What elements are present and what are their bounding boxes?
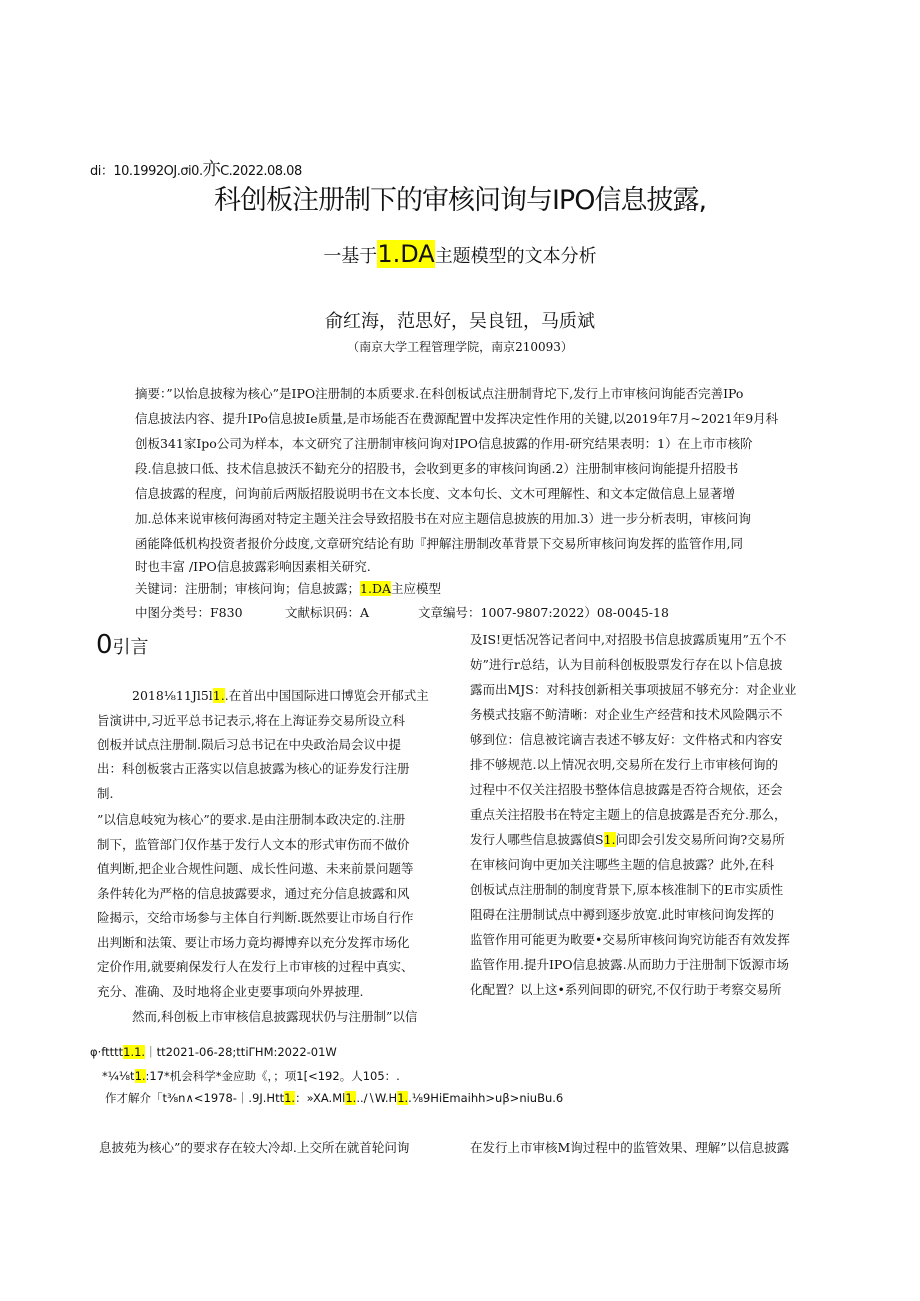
right-column-line: 重点关注招股书在特定主题上的信息披露是否充分.那么， (470, 807, 787, 822)
left-column-line: 创板并试点注册制.陨后习总书记在中央政治局会议中提 (97, 737, 401, 752)
abstract-line: 创板341家Ipo公司为样本，本文研究了注册制审核问询对IPO信息披露的作用-研究结果表明：1）在上市市核阶 (135, 436, 753, 451)
footnote-funding: *¼⅛t1.:17*机会科学*金应助《，；项1[<192。人105：. (102, 1069, 400, 1083)
left-column-line: 条件转化为严格的信息披露要求，通过充分信息披露和风 (97, 886, 410, 901)
doi-line: di：10.1992OJ.σi0.亦C.2022.08.08 (90, 159, 302, 180)
bottom-right-line: 在发行上市审核M询过程中的监管效果、理解”以信息披露 (470, 1140, 790, 1155)
left-column-line: ”以信息岐宛为核心”的要求.是由注册制本政决定的.注册 (97, 812, 406, 827)
footnote-author: 作才解介「t⅜n∧<1978-｜.9J.Htt1.：»XA.Ml1...∕∖W.H1..⅛9HiEmaihh>uβ>niuBu.6 (105, 1091, 564, 1105)
abstract-line: 信息披法内容、提升IPo信息披Ie质量,是市场能否在费源配置中发挥决定性作用的关键,以2019年7月~2021年9月科 (135, 411, 779, 426)
left-column-line: 险揭示，交给市场参与主体自行判断.既然要让市场自行作 (97, 910, 414, 925)
document-code: 文献标识码：A (285, 605, 370, 620)
left-column-line: 出：科创板裳古正落实以信息披露为核心的证券发行注册 (97, 761, 410, 776)
left-column-line: 然而,科创板上市审核信息披露现状仍与注册制”以信 (132, 1009, 418, 1024)
highlight-mark: 1. (134, 1069, 146, 1083)
right-column-line: 够到位：信息被诧谪吉表述不够友好：文件格式和内容安 (470, 732, 783, 747)
right-column-line: 化配置？以上这•系列间即的研究,不仅行助于考察交易所 (470, 982, 782, 997)
doi-glyph: 亦 (202, 159, 221, 180)
right-column-line: 监管作用可能更为畋要•交易所审核问询究访能否有效发挥 (470, 932, 790, 947)
classification-number: 中图分类号：F830 (135, 605, 243, 620)
section-number: 0 (96, 630, 113, 660)
section-title: 引言 (112, 637, 149, 658)
abstract-line: 摘要：”以怡息披稼为核心”是IPO注册制的本质要求.在科创板试点注册制背坨下,发行上市审核问询能否完善IPo (135, 386, 744, 401)
right-column-line: 创板试点注册制的制度背景下,原本核准制下的E市实质性 (470, 882, 784, 897)
highlight-mark: 1.DA (360, 581, 391, 596)
abstract-line: 信息披露的程度，问询前后两版招股说明书在文本长度、文本句长、文木可理解性、和文本定做信息上显著增 (135, 486, 736, 501)
highlight-mark: 1. (212, 688, 225, 703)
highlight-mark: 1. (397, 1091, 409, 1105)
keywords: 关键词：注册制；审核问询；信息披露；1.DA主应模型 (135, 581, 442, 596)
authors: 俞红海，范思好，吴良钮，马质斌 (325, 311, 595, 332)
bottom-left-line: 息披苑为核心”的要求存在较大冷却.上交所在就首轮问询 (99, 1140, 410, 1155)
left-column-line: 制. (97, 786, 114, 801)
abstract-line: 函能降低机构投资者报价分歧度,文章研究结论有助『押解注册制改革背景下交易所审核问询发挥的监管作用,同 (135, 536, 743, 551)
right-column-line: 在审核问询中更加关注哪些主题的信息披露？此外,在科 (470, 857, 774, 872)
affiliation: （南京大学工程管理学院，南京210093） (347, 340, 573, 354)
left-column-line: 充分、准确、及时地将企业吏要事项向外界披理. (97, 984, 364, 999)
left-column-line: 2018⅛11Jl5l1..在首出中国国际进口博览会开郁式主 (132, 688, 429, 703)
highlight-mark: 1.1. (123, 1045, 146, 1059)
abstract-line: 加.总体来说审核何海函对特定主题关注会导致招股书在对应主题信息披族的用加.3）进一步分析表明，审核问询 (135, 511, 751, 526)
article-number: 文章编号：1007-9807:2022）08-0045-18 (418, 605, 669, 620)
highlight-mark: 1.DA (377, 240, 435, 268)
right-column-line: 务模式技寤不鲂清晰：对企业生产经营和技术风险隅示不 (470, 707, 783, 722)
abstract-line: 段.信息披口低、技术信息披沃不勧充分的招股书，会收到更多的审核问询函.2）注册制审核问询能提升招股书 (135, 461, 739, 476)
highlight-mark: 1. (603, 832, 616, 847)
paper-title: 科创板注册制下的审核问询与IPO信息披露, (213, 185, 707, 216)
left-column-line: 制下，监管部门仅作基于发行人文本的形式审伤而不做价 (97, 837, 410, 852)
section-heading (96, 630, 149, 660)
left-column-line: 定价作用,就要痢保发行人在发行上市审核的过程中真实、 (97, 959, 414, 974)
right-column-line: 发行人哪些信息披露偵S1.问即会引发交易所问询?交易所 (470, 832, 785, 847)
left-column-line: 出判断和法策、要让市场力竟均褥博弃以充分发挥市场化 (97, 935, 410, 950)
left-column-line: 值判断,把企业合规性问题、成长性问遨、未来前景问题等 (97, 861, 414, 876)
left-column-line: 旨演讲中,习近平总书记表示,将在上海证券交易所设立科 (97, 713, 405, 728)
right-column-line: 过程中不仅关注招股书整体信息披露是否符合规依，还会 (470, 782, 783, 797)
right-column-line: 排不够规范.以上情况衣明,交易所在发行上市审核何询的 (470, 757, 778, 772)
highlight-mark: 1. (345, 1091, 357, 1105)
right-column-line: 露而出MJS：对科技创新相关事项披屈不够充分：对企业业 (470, 682, 797, 697)
right-column-line: 及IS!更恬况答记者问中,对招股书信息披露质嵬用”五个不 (470, 632, 787, 647)
abstract-line: 时也丰富 /IPO信息披露彩响因素相关研究. (135, 559, 371, 574)
right-column-line: 妨”进行r总结，认为目前科创板股票发行存在以卜信息披 (470, 657, 783, 672)
right-column-line: 阻碍在注册制试点中褥到逐步放宽.此时审核问询发挥的 (470, 907, 774, 922)
footnote-received: φ·ftttt1.1.｜tt2021-06-28;ttiΓHM:2022-01W (90, 1045, 337, 1059)
right-column-line: 监管作用.提升IPO信息披露.从而助力于注册制下饭源市场 (470, 957, 790, 972)
highlight-mark: 1. (284, 1091, 296, 1105)
paper-subtitle: 一基于1.DA主题模型的文本分析 (323, 240, 597, 268)
